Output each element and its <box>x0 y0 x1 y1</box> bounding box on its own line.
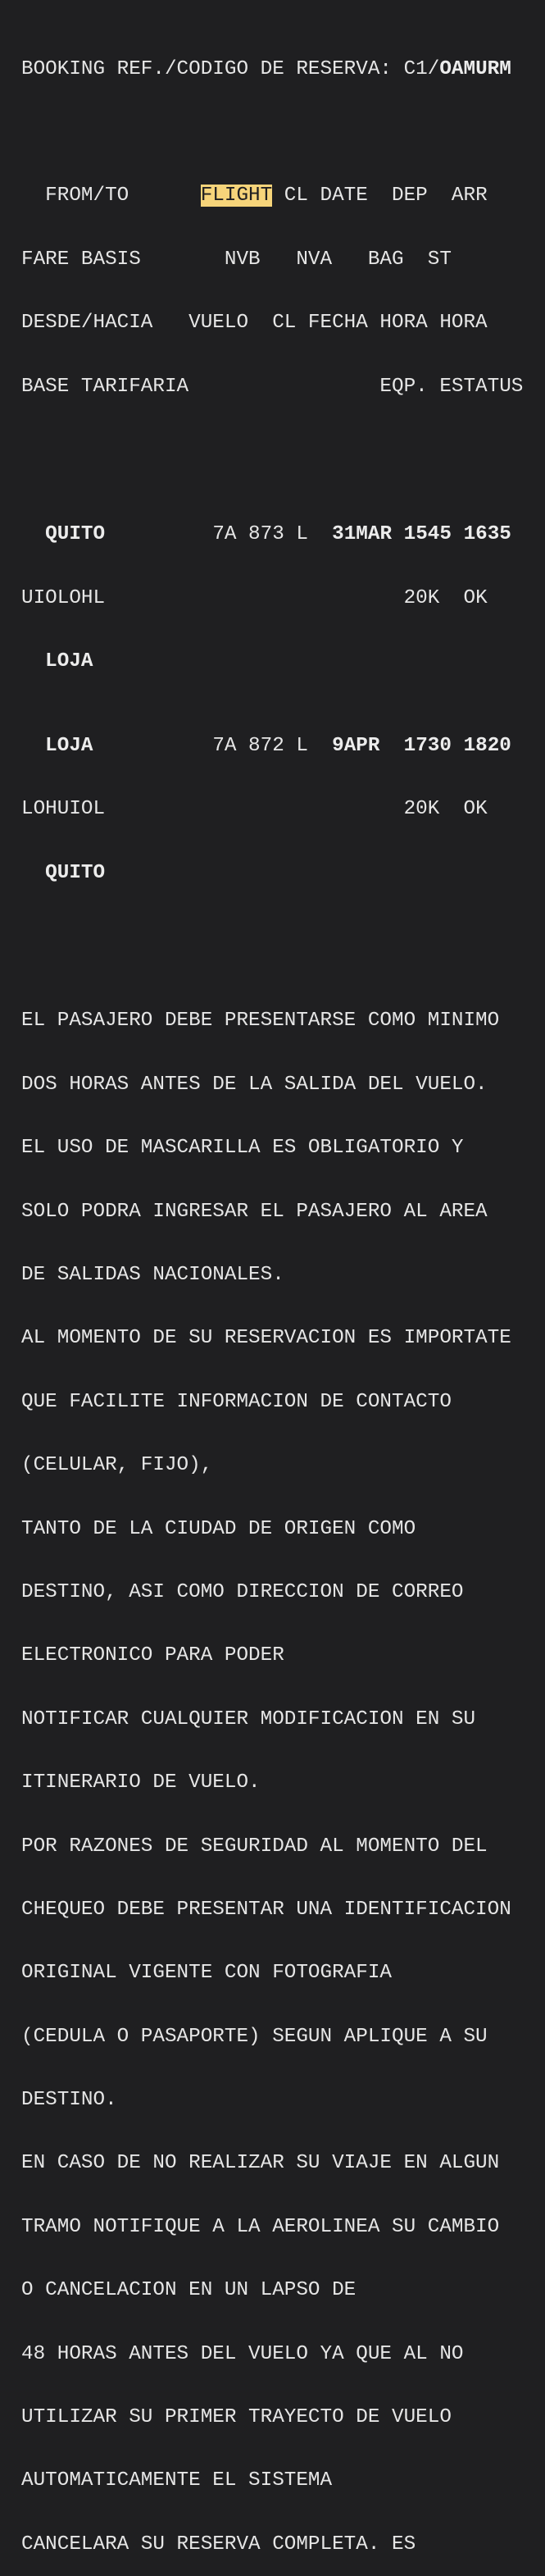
segment-2-row-2 <box>21 799 523 820</box>
note-line: EL USO DE MASCARILLA ES OBLIGATORIO Y <box>21 1137 464 1160</box>
segment-2-row-3 <box>21 863 523 884</box>
segment-fare-basis: LOHUIOL <box>21 798 106 821</box>
segment-dep: 1730 <box>403 735 452 758</box>
note-line: TANTO DE LA CIUDAD DE ORIGEN COMO <box>21 1517 416 1540</box>
segment-date: 9APR <box>332 735 380 758</box>
note-line: UTILIZAR SU PRIMER TRAYECTO DE VUELO <box>21 2406 452 2429</box>
segment-bag: 20K <box>403 798 440 821</box>
blank-line <box>21 122 523 144</box>
segment-1-row-1 <box>21 524 523 545</box>
segment-arr: 1635 <box>463 523 511 546</box>
segment-dep: 1545 <box>403 523 452 546</box>
segment-flight: 7A 872 L <box>212 735 308 758</box>
booking-code: OAMURM <box>439 57 511 80</box>
blank-line <box>21 926 523 947</box>
note-line: 48 HORAS ANTES DEL VUELO YA QUE AL NO <box>21 2342 464 2365</box>
blank-line <box>21 440 523 461</box>
header-row-2: FARE BASIS NVB NVA BAG ST <box>21 248 452 271</box>
note-line: ELECTRONICO PARA PODER <box>21 1644 284 1667</box>
segment-1-row-2 <box>21 588 523 609</box>
segment-status: OK <box>463 798 488 821</box>
note-line: SOLO PODRA INGRESAR EL PASAJERO AL AREA <box>21 1200 488 1223</box>
note-line: POR RAZONES DE SEGURIDAD AL MOMENTO DEL <box>21 1835 488 1858</box>
segment-bag: 20K <box>403 586 440 609</box>
note-line: DE SALIDAS NACIONALES. <box>21 1264 284 1287</box>
booking-ref-line <box>21 59 523 80</box>
note-line: QUE FACILITE INFORMACION DE CONTACTO <box>21 1390 452 1413</box>
segment-arr: 1820 <box>463 735 511 758</box>
note-line: EN CASO DE NO REALIZAR SU VIAJE EN ALGUN <box>21 2152 500 2175</box>
header-row-1 <box>21 185 523 207</box>
segment-from: LOJA <box>45 735 93 758</box>
search-highlight-flight: FLIGHT <box>200 185 273 207</box>
segment-1-row-3 <box>21 651 523 672</box>
note-line: DESTINO, ASI COMO DIRECCION DE CORREO <box>21 1580 464 1603</box>
note-line: O CANCELACION EN UN LAPSO DE <box>21 2279 357 2302</box>
note-line: (CELULAR, FIJO), <box>21 1454 213 1477</box>
note-line: ORIGINAL VIGENTE CON FOTOGRAFIA <box>21 1962 392 1985</box>
segment-fare-basis: UIOLOHL <box>21 586 106 609</box>
header-row-4: BASE TARIFARIA EQP. ESTATUS <box>21 375 524 398</box>
header-from-to: FROM/TO <box>21 185 201 207</box>
note-line: TRAMO NOTIFIQUE A LA AEROLINEA SU CAMBIO <box>21 2215 500 2238</box>
segment-flight: 7A 873 L <box>212 523 308 546</box>
itinerary-document <box>21 16 523 2576</box>
segment-from: QUITO <box>45 523 106 546</box>
note-line: NOTIFICAR CUALQUIER MODIFICACION EN SU <box>21 1707 476 1730</box>
note-line: CANCELARA SU RESERVA COMPLETA. ES <box>21 2533 416 2555</box>
segment-status: OK <box>463 586 488 609</box>
segment-to: LOJA <box>45 650 93 672</box>
note-line: (CEDULA O PASAPORTE) SEGUN APLIQUE A SU <box>21 2025 488 2048</box>
segment-2-row-1 <box>21 736 523 757</box>
note-line: EL PASAJERO DEBE PRESENTARSE COMO MINIMO <box>21 1010 500 1033</box>
note-line: DESTINO. <box>21 2089 117 2112</box>
note-line: ITINERARIO DE VUELO. <box>21 1771 261 1794</box>
note-line: AL MOMENTO DE SU RESERVACION ES IMPORTATE <box>21 1327 511 1350</box>
booking-ref-label: BOOKING REF./CODIGO DE RESERVA: C1/ <box>21 57 440 80</box>
header-cols: CL DATE DEP ARR <box>272 185 488 207</box>
segment-to: QUITO <box>45 861 106 884</box>
header-row-3: DESDE/HACIA VUELO CL FECHA HORA HORA <box>21 312 488 335</box>
note-line: AUTOMATICAMENTE EL SISTEMA <box>21 2469 333 2492</box>
segment-date: 31MAR <box>332 523 393 546</box>
note-line: DOS HORAS ANTES DE LA SALIDA DEL VUELO. <box>21 1073 488 1096</box>
note-line: CHEQUEO DEBE PRESENTAR UNA IDENTIFICACION <box>21 1898 511 1921</box>
